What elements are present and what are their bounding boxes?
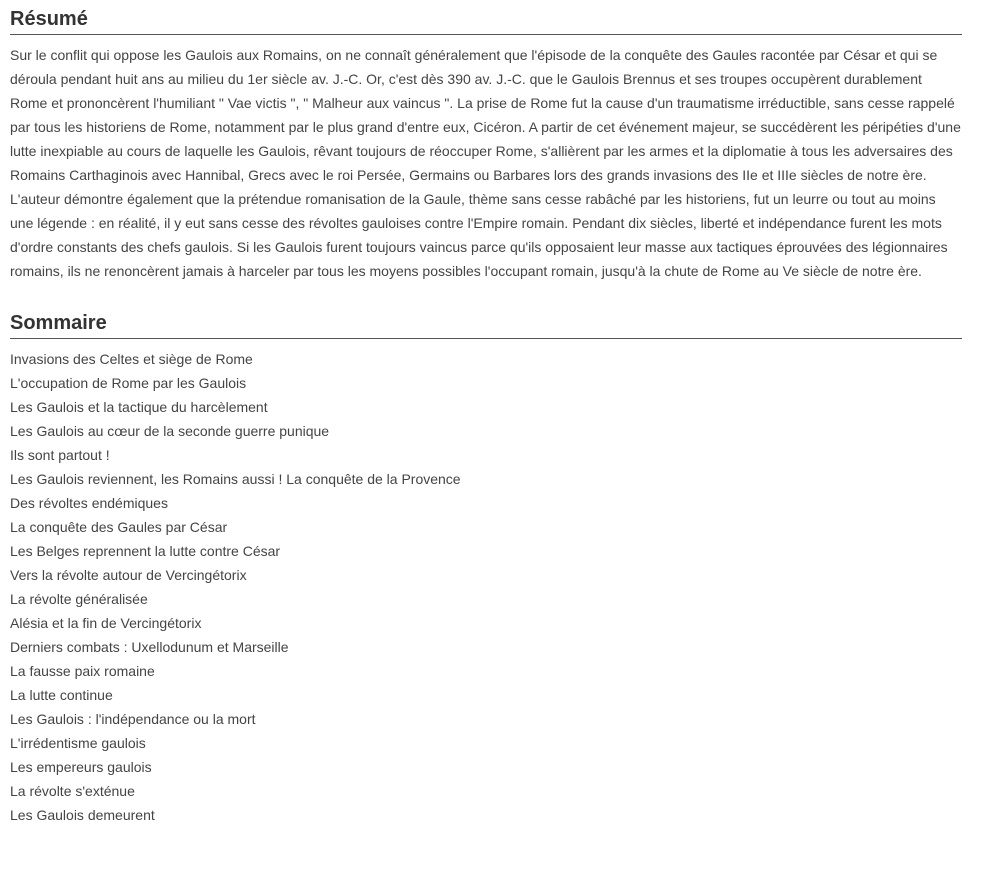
toc-item: L'irrédentisme gaulois <box>10 735 146 751</box>
toc-item: Les Gaulois demeurent <box>10 807 155 823</box>
toc-item: Les Gaulois reviennent, les Romains aussi ! La conquête de la Provence <box>10 471 461 487</box>
sommaire-section <box>10 310 962 827</box>
toc-item: La fausse paix romaine <box>10 663 155 679</box>
toc-item: La lutte continue <box>10 687 113 703</box>
toc-item: Vers la révolte autour de Vercingétorix <box>10 567 247 583</box>
toc-item: Des révoltes endémiques <box>10 495 168 511</box>
toc-item: Les Gaulois et la tactique du harcèlement <box>10 399 268 415</box>
table-of-contents <box>10 347 962 827</box>
toc-item: Les empereurs gaulois <box>10 759 152 775</box>
toc-item: Les Belges reprennent la lutte contre César <box>10 543 281 559</box>
toc-item: Ils sont partout ! <box>10 447 110 463</box>
toc-item: Les Gaulois au cœur de la seconde guerre punique <box>10 423 330 439</box>
resume-section <box>10 6 962 283</box>
toc-item: L'occupation de Rome par les Gaulois <box>10 375 247 391</box>
resume-heading: Résumé <box>10 6 962 35</box>
toc-item: Les Gaulois : l'indépendance ou la mort <box>10 711 256 727</box>
toc-item: Alésia et la fin de Vercingétorix <box>10 615 202 631</box>
sommaire-heading: Sommaire <box>10 310 962 339</box>
resume-text: Sur le conflit qui oppose les Gaulois aux Romains, on ne connaît généralement que l'épisode de la conquête des Gaules racontée par César et qui se déroula pendant huit ans au milieu du 1er siècle av. J.-C. Or, c'est dès 390 av. J.-C. que le Gaulois Brennus et ses troupes occupèrent durablement Rome et prononcèrent l'humiliant " Vae victis ", " Malheur aux vaincus ". La prise de Rome fut la cause d'un traumatisme irréductible, sans cesse rappelé par tous les historiens de Rome, notamment par le plus grand d'entre eux, Cicéron. A partir de cet événement majeur, se succédèrent les péripéties d'une lutte inexpiable au cours de laquelle les Gaulois, rêvant toujours de réoccuper Rome, s'allièrent par les armes et la diplomatie à tous les adversaires des Romains Carthaginois avec Hannibal, Grecs avec le roi Persée, Germains ou Barbares lors des grands invasions des IIe et IIIe siècles de notre ère. L'auteur démontre également que la prétendue romanisation de la Gaule, thème sans cesse rabâché par les historiens, fut un leurre ou tout au moins une légende : en réalité, il y eut sans cesse des révoltes gauloises contre l'Empire romain. Pendant dix siècles, liberté et indépendance furent les mots d'ordre constants des chefs gaulois. Si les Gaulois furent toujours vaincus parce qu'ils opposaient leur masse aux tactiques éprouvées des légionnaires romains, ils ne renoncèrent jamais à harceler par tous les moyens possibles l'occupant romain, jusqu'à la chute de Rome au Ve siècle de notre ère. <box>10 47 961 279</box>
toc-item: La révolte s'exténue <box>10 783 135 799</box>
toc-item: Invasions des Celtes et siège de Rome <box>10 351 253 367</box>
toc-item: La conquête des Gaules par César <box>10 519 228 535</box>
toc-item: Derniers combats : Uxellodunum et Marseille <box>10 639 289 655</box>
toc-item: La révolte généralisée <box>10 591 148 607</box>
